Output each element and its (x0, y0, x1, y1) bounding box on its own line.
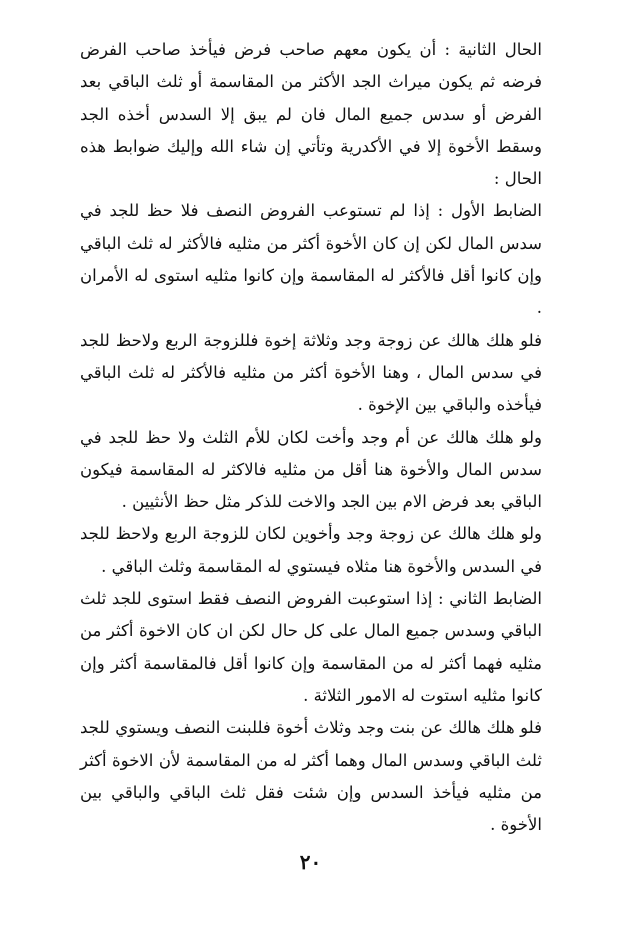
paragraph-example-wife-two-brothers: ولو هلك هالك عن زوجة وجد وأخوين لكان للزوجة الربع ولاحظ للجد في السدس والأخوة هنا مثلاه فيستوي له المقاسمة وثلث الباقي . (80, 524, 542, 576)
page-number: ٢٠ (299, 850, 322, 874)
paragraph-example-wife-three-brothers: فلو هلك هالك عن زوجة وجد وثلاثة إخوة فللزوجة الربع ولاحظ للجد في سدس المال ، وهنا الأخوة أكثر من مثليه فالأكثر له ثلث الباقي فيأخذه والباقي بين الإخوة . (80, 330, 542, 415)
paragraph-case-two-intro: الحال الثانية : أن يكون معهم صاحب فرض فيأخذ صاحب الفرض فرضه ثم يكون ميراث الجد الأكثر من المقاسمة أو ثلث الباقي بعد الفرض أو سدس جميع المال فان لم يبق إلا السدس أخذه الجد وسقط الأخوة إلا في الأكدرية وتأتي إن شاء الله وإليك ضوابط هذه الحال : (80, 40, 542, 189)
paragraph-example-daughter-three-brothers: فلو هلك هالك عن بنت وجد وثلاث أخوة فللبنت النصف ويستوي للجد ثلث الباقي وسدس المال وهما أكثر له من المقاسمة لأن الاخوة أكثر من مثليه فيأخذ السدس وإن شئت فقل ثلث الباقي والباقي بين الأخوة . (80, 718, 542, 835)
paragraph-rule-one: الضابط الأول : إذا لم تستوعب الفروض النصف فلا حظ للجد في سدس المال لكن إن كان الأخوة أكثر من مثليه فالأكثر له ثلث الباقي وإن كانوا أقل فالأكثر له المقاسمة وإن كانوا مثليه استوى له الأمران . (80, 201, 542, 318)
body-text (80, 34, 542, 841)
paragraph-example-mother-sister: ولو هلك هالك عن أم وجد وأخت لكان للأم الثلث ولا حظ للجد في سدس المال والأخوة هنا أقل من مثليه فالاكثر له المقاسمة فيكون الباقي بعد فرض الام بين الجد والاخت للذكر مثل حظ الأنثيين . (80, 427, 542, 512)
paragraph-rule-two: الضابط الثاني : إذا استوعبت الفروض النصف فقط استوى للجد ثلث الباقي وسدس جميع المال على كل حال لكن ان كان الاخوة أكثر من مثليه فهما أكثر له من المقاسمة وإن كانوا أقل فالمقاسمة أكثر وإن كانوا مثليه استوت له الامور الثلاثة . (80, 589, 542, 705)
